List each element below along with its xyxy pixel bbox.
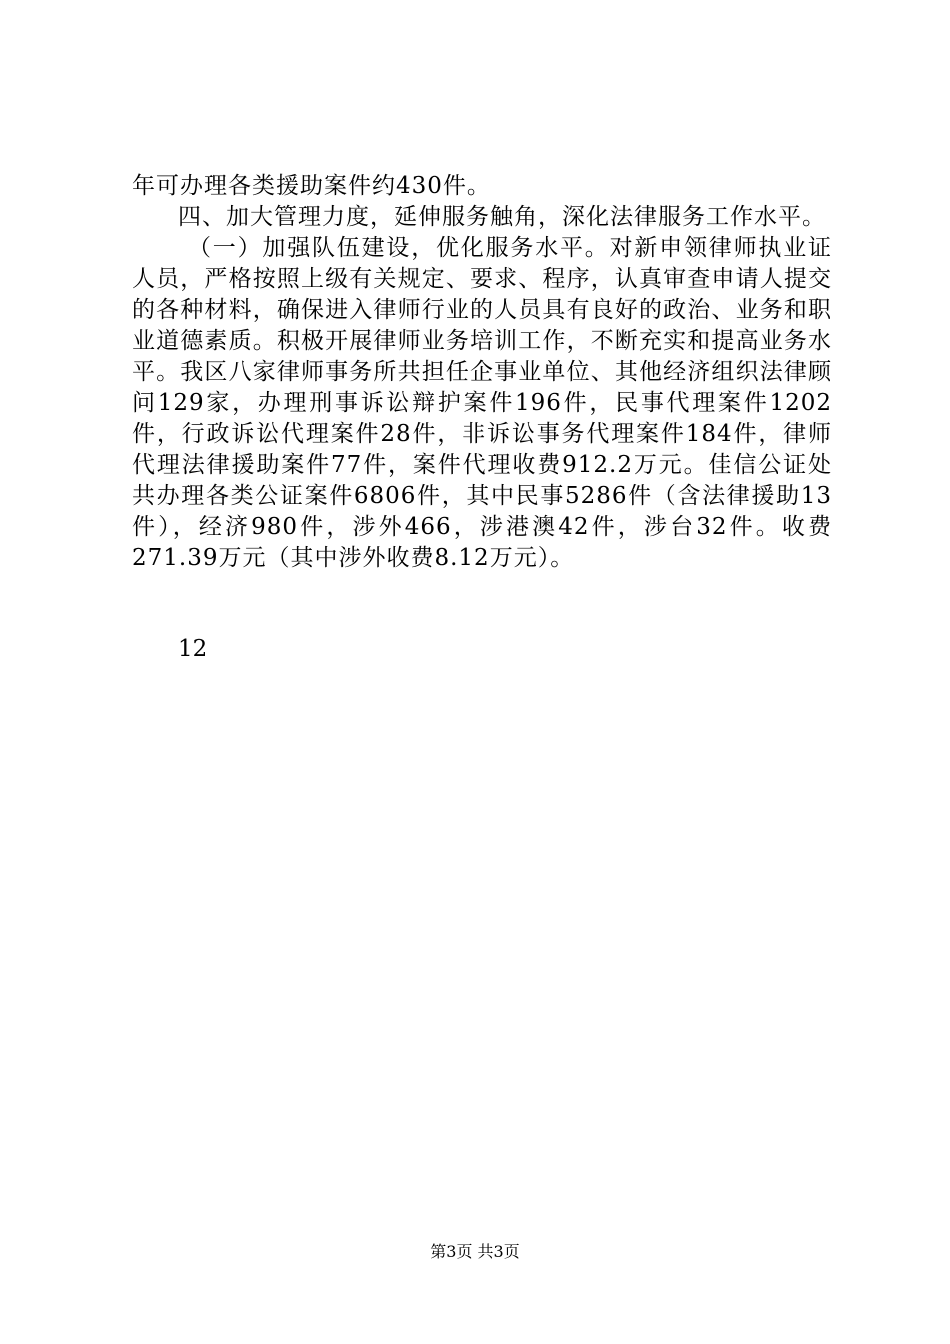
paragraph-section-heading: 四、加大管理力度，延伸服务触角，深化法律服务工作水平。 xyxy=(178,204,826,230)
paragraph-continuation: 年可办理各类援助案件约430件。 xyxy=(132,173,491,199)
inline-page-number: 12 xyxy=(178,636,208,662)
paragraph-team-building: （一）加强队伍建设，优化服务水平。对新申领律师执业证人员，严格按照上级有关规定、要求、程序，认真审查申请人提交的各种材料，确保进入律师行业的人员具有良好的政治、业务和职业道德素质。积极开展律师业务培训工作，不断充实和提高业务水平。我区八家律师事务所共担任企事业单位、其他经济组织法律顾问129家，办理刑事诉讼辩护案件196件，民事代理案件1202件，行政诉讼代理案件28件，非诉讼事务代理案件184件，律师代理法律援助案件77件，案件代理收费912.2万元。佳信公证处共办理各类公证案件6806件，其中民事5286件（含法律援助13件），经济980件，涉外466，涉港澳42件，涉台32件。收费271.39万元（其中涉外收费8.12万元）。 xyxy=(132,235,832,571)
page-footer: 第3页 共3页 xyxy=(430,1242,520,1261)
document-body xyxy=(132,171,832,574)
